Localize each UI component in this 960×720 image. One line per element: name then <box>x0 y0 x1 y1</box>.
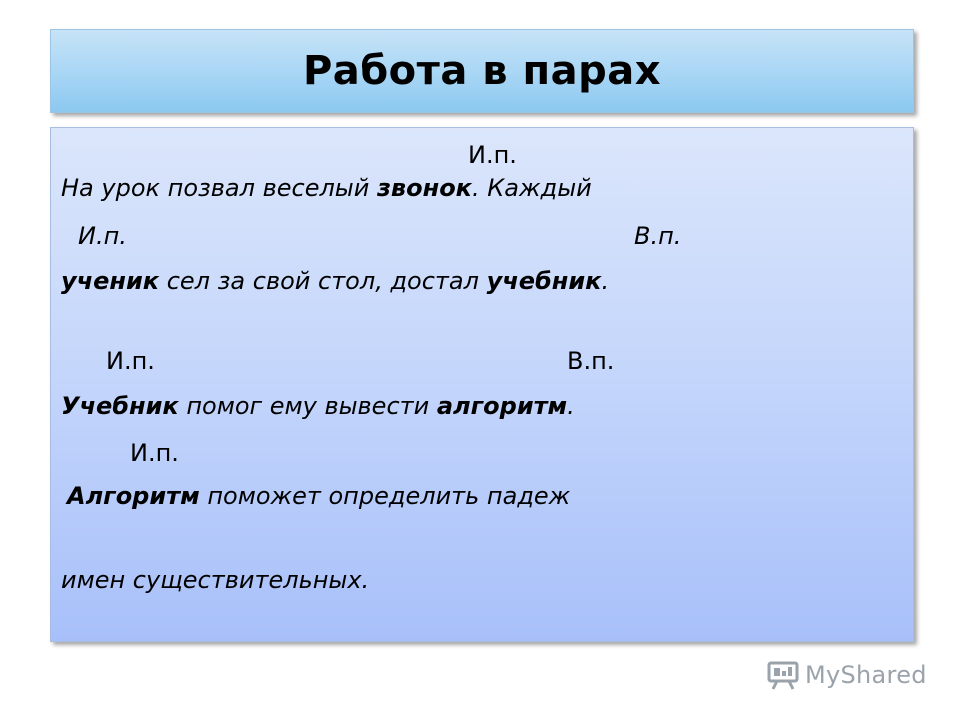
text-fragment: поможет определить падеж <box>199 482 571 510</box>
bold-word: учебник <box>486 267 602 295</box>
content-box <box>50 127 914 642</box>
presentation-board-icon <box>767 659 799 691</box>
text-fragment: помог ему вывести <box>178 392 437 420</box>
bold-word: ученик <box>61 267 160 295</box>
sentence-line-5: имен существительных. <box>61 566 370 594</box>
case-label-ip: И.п. <box>468 141 517 169</box>
bold-word: Алгоритм <box>67 482 200 510</box>
text-fragment: . Каждый <box>471 174 592 202</box>
bold-word: звонок <box>376 174 472 202</box>
text-fragment: . <box>567 392 575 420</box>
text-fragment: На урок позвал веселый <box>61 174 377 202</box>
title-box <box>50 29 914 113</box>
slide-title: Работа в парах <box>302 48 662 94</box>
text-fragment: . <box>601 267 610 295</box>
bold-word: Учебник <box>61 392 179 420</box>
watermark-text: MyShared <box>805 661 927 689</box>
sentence-line-2 <box>61 266 609 296</box>
watermark-logo <box>767 655 927 695</box>
text-fragment: сел за свой стол, достал <box>159 267 487 295</box>
case-label-ip: И.п. <box>130 439 179 467</box>
bold-word: алгоритм <box>436 392 568 420</box>
case-label-vp: В.п. <box>567 347 615 375</box>
sentence-line-4 <box>67 481 570 511</box>
case-label-ip: И.п. <box>106 347 155 375</box>
sentence-line-1 <box>61 173 592 203</box>
case-label-ip: И.п. <box>78 222 127 250</box>
case-label-vp: В.п. <box>634 222 682 250</box>
sentence-line-3 <box>61 391 575 421</box>
